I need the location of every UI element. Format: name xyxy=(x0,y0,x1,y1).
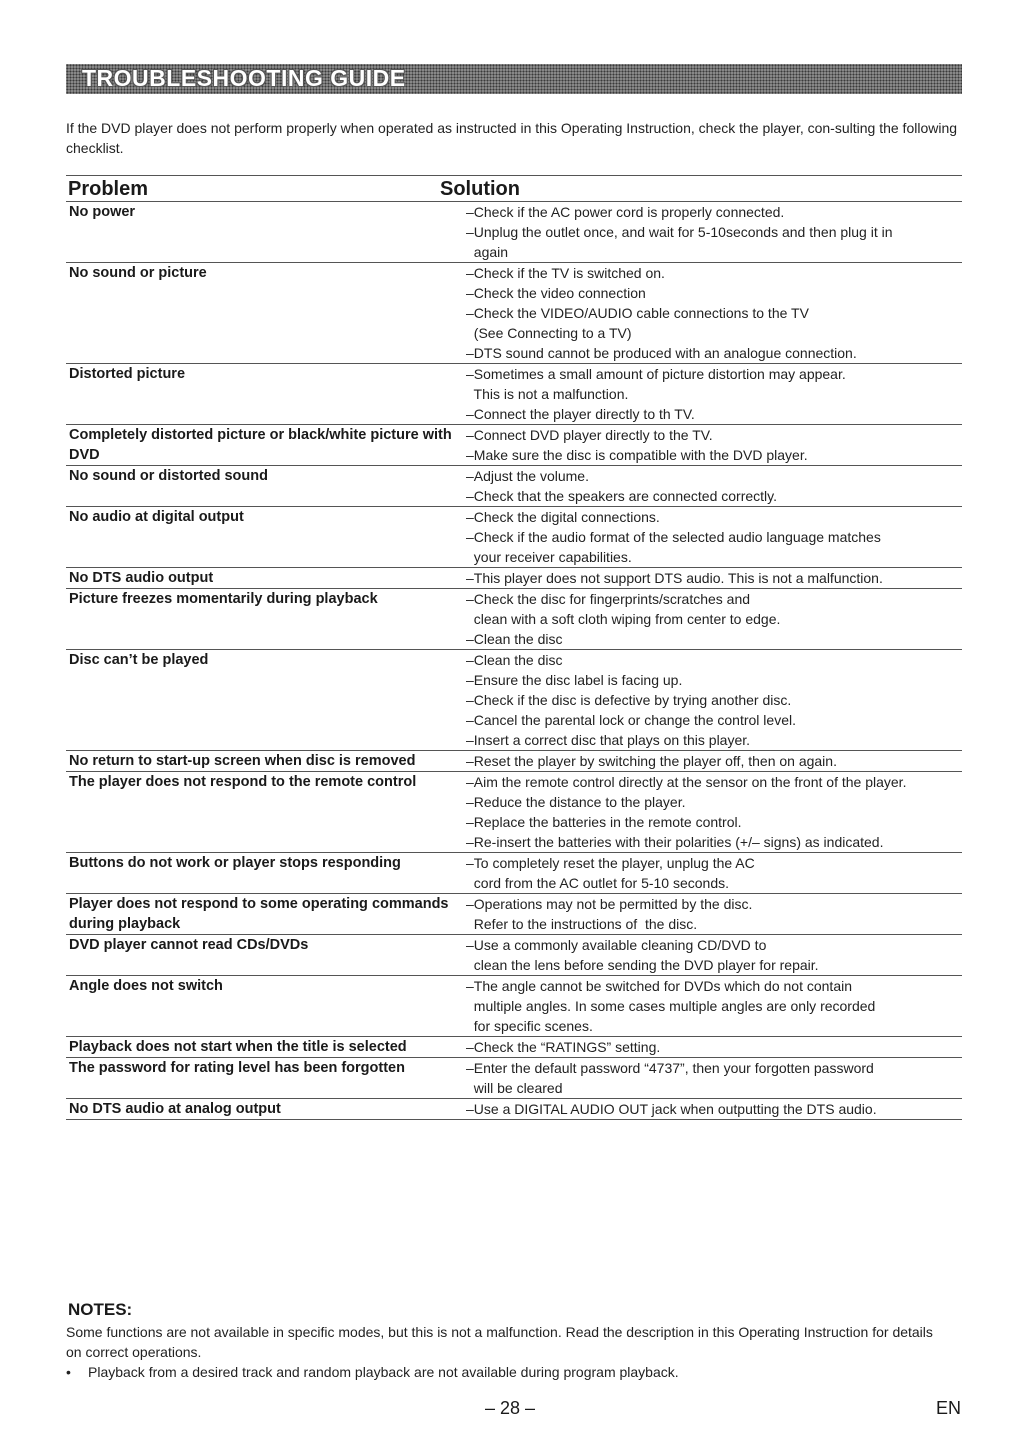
solution-line: your receiver capabilities. xyxy=(466,549,632,565)
table-row xyxy=(66,466,962,507)
section-title: TROUBLESHOOTING GUIDE xyxy=(82,65,406,91)
solution-line: (See Connecting to a TV) xyxy=(466,325,632,341)
solution-line: –Reset the player by switching the player off, then on again. xyxy=(466,753,837,769)
table-row xyxy=(66,507,962,568)
problem-cell: Distorted picture xyxy=(69,366,186,382)
solution-line: –Check the VIDEO/AUDIO cable connections to the TV xyxy=(466,305,809,321)
solution-line: –Connect DVD player directly to the TV. xyxy=(466,427,713,443)
table-row xyxy=(66,568,962,589)
solution-line: –Check if the audio format of the selected audio language matches xyxy=(466,529,881,545)
section-banner xyxy=(66,64,962,94)
solution-line: –Insert a correct disc that plays on this player. xyxy=(466,732,751,748)
solution-cell xyxy=(466,976,962,1036)
solution-cell xyxy=(466,894,962,934)
table-row xyxy=(66,1058,962,1099)
table-row xyxy=(66,751,962,772)
solution-cell xyxy=(466,466,962,506)
solution-cell xyxy=(466,751,962,771)
problem-cell: No sound or picture xyxy=(69,265,207,281)
problem-cell: Buttons do not work or player stops responding xyxy=(69,855,401,871)
intro-paragraph: If the DVD player does not perform properly when operated as instructed in this Operating Instruction, check the player, con-sulting the following checklist. xyxy=(66,120,958,156)
solution-column-header: Solution xyxy=(440,178,520,200)
solution-line: –Check if the TV is switched on. xyxy=(466,265,665,281)
solution-cell xyxy=(466,589,962,649)
solution-line: –Check that the speakers are connected correctly. xyxy=(466,488,778,504)
solution-line: –Check the video connection xyxy=(466,285,646,301)
table-body xyxy=(66,202,962,1120)
solution-cell xyxy=(466,935,962,975)
table-row xyxy=(66,263,962,364)
solution-line: –Check the digital connections. xyxy=(466,509,660,525)
solution-line: –Check the disc for fingerprints/scratches and xyxy=(466,591,751,607)
solution-line: –Check the “RATINGS” setting. xyxy=(466,1039,661,1055)
problem-cell: Playback does not start when the title is selected xyxy=(69,1039,407,1055)
problem-cell: Completely distorted picture or black/white picture with DVD xyxy=(69,427,452,463)
solution-line: –Enter the default password “4737”, then your forgotten password xyxy=(466,1060,874,1076)
solution-line: –Sometimes a small amount of picture distortion may appear. xyxy=(466,366,846,382)
problem-cell: No DTS audio at analog output xyxy=(69,1101,281,1117)
bullet-icon: • xyxy=(66,1364,71,1380)
page-number: – 28 – xyxy=(484,1398,536,1418)
problem-cell: No DTS audio output xyxy=(69,570,214,586)
solution-line: –Clean the disc xyxy=(466,652,563,668)
solution-line: –Make sure the disc is compatible with the DVD player. xyxy=(466,447,808,463)
table-row xyxy=(66,976,962,1037)
solution-cell xyxy=(466,1037,962,1057)
problem-cell: Player does not respond to some operating commands during playback xyxy=(69,896,449,932)
solution-line: –Adjust the volume. xyxy=(466,468,589,484)
solution-line: multiple angles. In some cases multiple angles are only recorded xyxy=(466,998,876,1014)
language-code: EN xyxy=(936,1398,962,1418)
solution-line: –Check if the AC power cord is properly connected. xyxy=(466,204,785,220)
table-row xyxy=(66,1099,962,1120)
solution-line: Refer to the instructions of the disc. xyxy=(466,916,698,932)
solution-line: –Reduce the distance to the player. xyxy=(466,794,686,810)
solution-line: –Ensure the disc label is facing up. xyxy=(466,672,683,688)
solution-cell xyxy=(466,853,962,893)
solution-line: clean with a soft cloth wiping from center to edge. xyxy=(466,611,781,627)
problem-cell: Angle does not switch xyxy=(69,978,223,994)
problem-cell: No sound or distorted sound xyxy=(69,468,268,484)
solution-line: –Cancel the parental lock or change the control level. xyxy=(466,712,796,728)
solution-line: –To completely reset the player, unplug the AC xyxy=(466,855,755,871)
notes-bullet-text: Playback from a desired track and random playback are not available during program playback. xyxy=(88,1364,679,1380)
problem-cell: The password for rating level has been forgotten xyxy=(69,1060,405,1076)
table-row xyxy=(66,772,962,853)
table-row xyxy=(66,894,962,935)
solution-cell xyxy=(466,364,962,424)
problem-cell: No return to start-up screen when disc is removed xyxy=(69,753,416,769)
problem-cell: DVD player cannot read CDs/DVDs xyxy=(69,937,309,953)
solution-cell xyxy=(466,202,962,262)
notes-heading: NOTES: xyxy=(68,1300,133,1319)
solution-line: for specific scenes. xyxy=(466,1018,593,1034)
solution-line: –This player does not support DTS audio. This is not a malfunction. xyxy=(466,570,883,586)
table-row xyxy=(66,1037,962,1058)
solution-line: –The angle cannot be switched for DVDs which do not contain xyxy=(466,978,853,994)
solution-cell xyxy=(466,568,962,588)
problem-cell: Disc can’t be played xyxy=(69,652,209,668)
solution-line: –Check if the disc is defective by trying another disc. xyxy=(466,692,792,708)
solution-line: –Re-insert the batteries with their polarities (+/– signs) as indicated. xyxy=(466,834,884,850)
solution-line: –Use a DIGITAL AUDIO OUT jack when outputting the DTS audio. xyxy=(466,1101,877,1117)
solution-line: –Replace the batteries in the remote control. xyxy=(466,814,742,830)
solution-line: cord from the AC outlet for 5-10 seconds. xyxy=(466,875,730,891)
solution-line: –Unplug the outlet once, and wait for 5-10seconds and then plug it in xyxy=(466,224,893,240)
solution-line: –Use a commonly available cleaning CD/DVD to xyxy=(466,937,767,953)
solution-cell xyxy=(466,650,962,750)
table-row xyxy=(66,853,962,894)
table-row xyxy=(66,935,962,976)
solution-line: –Clean the disc xyxy=(466,631,563,647)
solution-line: This is not a malfunction. xyxy=(466,386,629,402)
solution-cell xyxy=(466,263,962,363)
solution-line: again xyxy=(466,244,509,260)
problem-cell: Picture freezes momentarily during playback xyxy=(69,591,378,607)
table-row xyxy=(66,589,962,650)
problem-column-header: Problem xyxy=(68,178,149,200)
table-row xyxy=(66,650,962,751)
solution-line: –Connect the player directly to th TV. xyxy=(466,406,695,422)
table-row xyxy=(66,425,962,466)
problem-cell: The player does not respond to the remote control xyxy=(69,774,417,790)
solution-line: clean the lens before sending the DVD player for repair. xyxy=(466,957,819,973)
solution-cell xyxy=(466,1099,962,1119)
solution-cell xyxy=(466,507,962,567)
solution-cell xyxy=(466,425,962,465)
solution-line: –Aim the remote control directly at the sensor on the front of the player. xyxy=(466,774,907,790)
solution-line: –DTS sound cannot be produced with an analogue connection. xyxy=(466,345,857,361)
table-header xyxy=(66,175,962,202)
table-row xyxy=(66,364,962,425)
notes-text: Some functions are not available in specific modes, but this is not a malfunction. Read the description in this Operating Instruction for details on correct operations. xyxy=(66,1324,933,1360)
problem-cell: No power xyxy=(69,204,136,220)
solution-cell xyxy=(466,1058,962,1098)
solution-line: will be cleared xyxy=(466,1080,563,1096)
notes-bullet-item xyxy=(66,1362,679,1382)
problem-cell: No audio at digital output xyxy=(69,509,244,525)
solution-cell xyxy=(466,772,962,852)
solution-line: –Operations may not be permitted by the disc. xyxy=(466,896,753,912)
troubleshooting-table xyxy=(66,175,962,1120)
table-row xyxy=(66,202,962,263)
